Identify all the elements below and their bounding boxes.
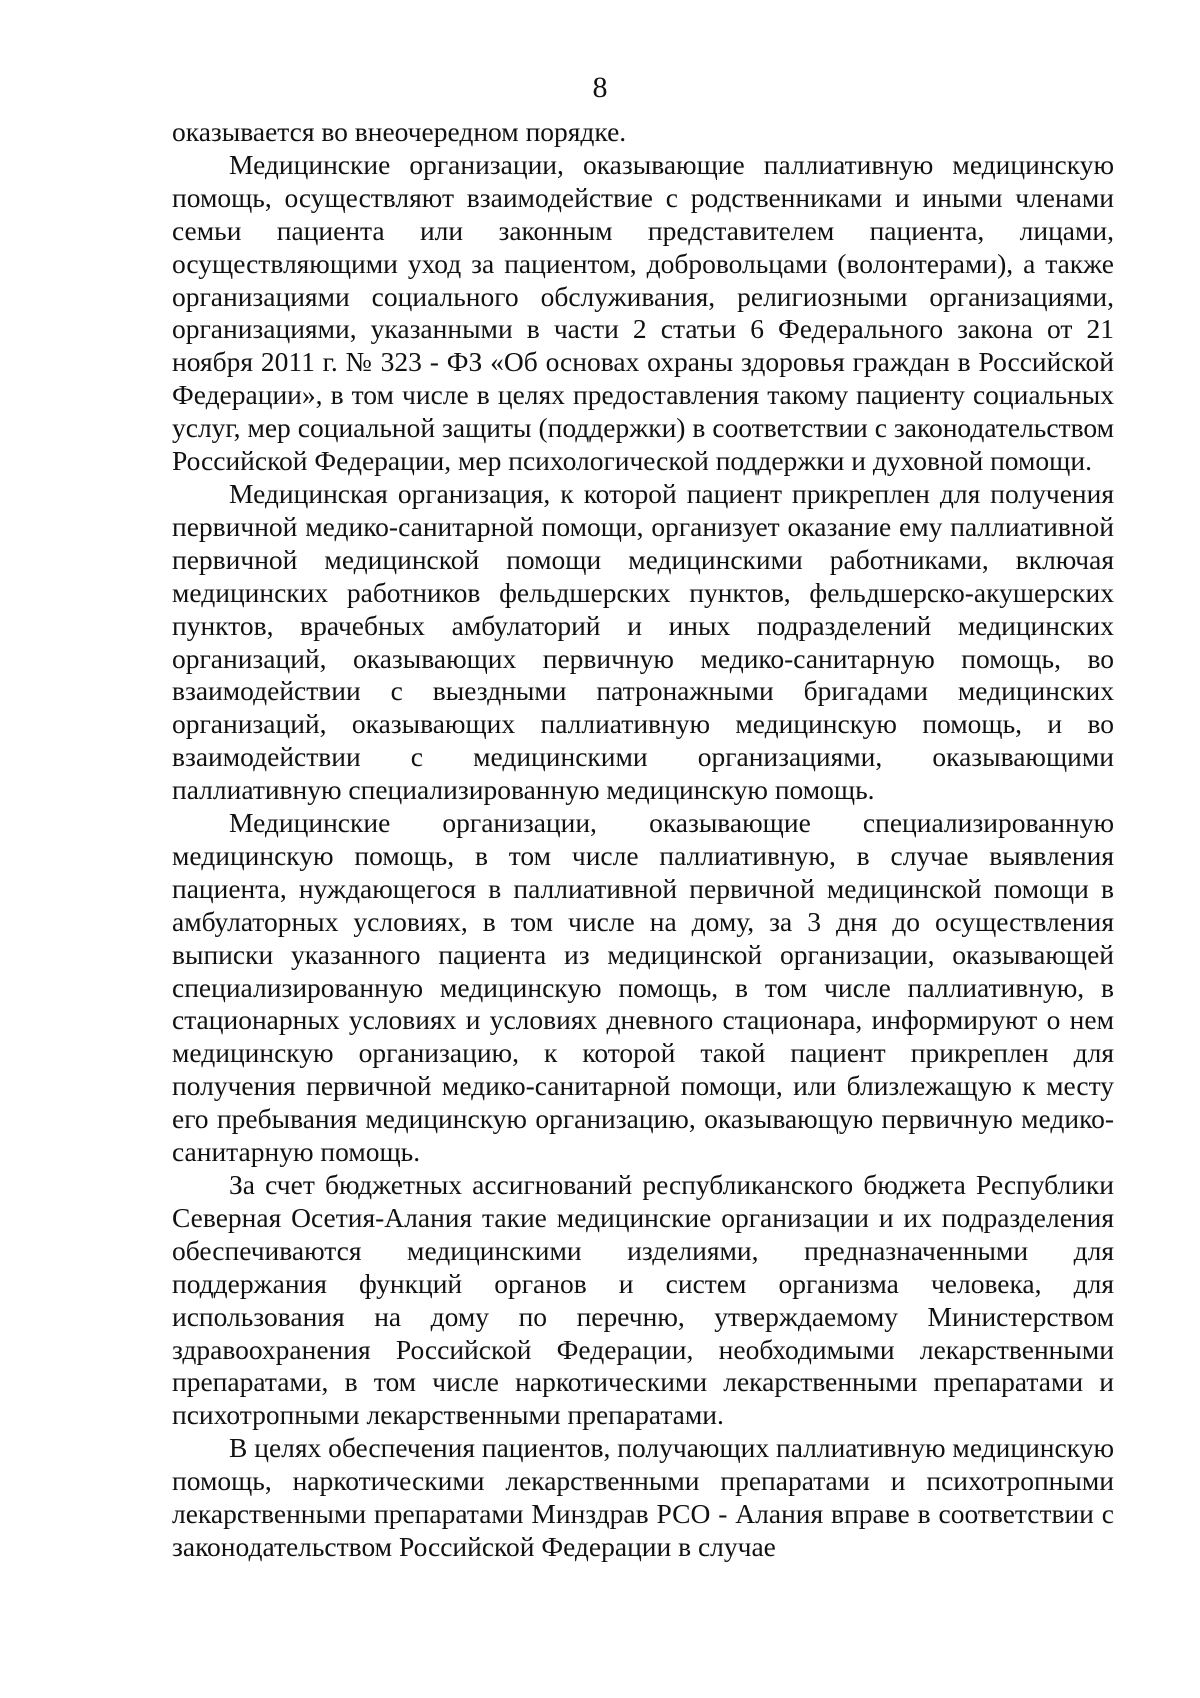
page-number: 8 — [592, 71, 608, 104]
document-body — [172, 116, 1114, 1564]
paragraph-primary-care-organization: Медицинская организация, к которой пациент прикреплен для получения первичной медико-санитарной помощи, организует оказание ему паллиативной первичной медицинской помощи медицинскими работниками, включая медицинских работников фельдшерских пунктов, фельдшерско-акушерских пунктов, врачебных амбулаторий и иных подразделений медицинских организаций, оказывающих первичную медико-санитарную помощь, во взаимодействии с выездными патронажными бригадами медицинских организаций, оказывающих паллиативную медицинскую помощь, и во взаимодействии с медицинскими организациями, оказывающими паллиативную специализированную медицинскую помощь. — [172, 477, 1114, 806]
paragraph-specialized-care-notification: Медицинские организации, оказывающие специализированную медицинскую помощь, в том числе паллиативную, в случае выявления пациента, нуждающегося в паллиативной первичной медицинской помощи в амбулаторных условиях, в том числе на дому, за 3 дня до осуществления выписки указанного пациента из медицинской организации, оказывающей специализированную медицинскую помощь, в том числе паллиативную, в стационарных условиях и условиях дневного стационара, информируют о нем медицинскую организацию, к которой такой пациент прикреплен для получения первичной медико-санитарной помощи, или близлежащую к месту его пребывания медицинскую организацию, оказывающую первичную медико-санитарную помощь. — [172, 807, 1114, 1168]
paragraph-narcotic-provision: В целях обеспечения пациентов, получающих паллиативную медицинскую помощь, наркотическими лекарственными препаратами и психотропными лекарственными препаратами Минздрав РСО - Алания вправе в соответствии с законодательством Российской Федерации в случае — [172, 1432, 1114, 1562]
paragraph-continuation: оказывается во внеочередном порядке. — [172, 116, 627, 147]
paragraph-budget-funding: За счет бюджетных ассигнований республиканского бюджета Республики Северная Осетия-Алания такие медицинские организации и их подразделения обеспечиваются медицинскими изделиями, предназначенными для поддержания функций органов и систем организма человека, для использования на дому по перечню, утверждаемому Министерством здравоохранения Российской Федерации, необходимыми лекарственными препаратами, в том числе наркотическими лекарственными препаратами и психотропными лекарственными препаратами. — [172, 1169, 1114, 1431]
paragraph-interaction-with-relatives: Медицинские организации, оказывающие паллиативную медицинскую помощь, осуществляют взаимодействие с родственниками и иными членами семьи пациента или законным представителем пациента, лицами, осуществляющими уход за пациентом, добровольцами (волонтерами), а также организациями социального обслуживания, религиозными организациями, организациями, указанными в части 2 статьи 6 Федерального закона от 21 ноября 2011 г. № 323 - ФЗ «Об основах охраны здоровья граждан в Российской Федерации», в том числе в целях предоставления такому пациенту социальных услуг, мер социальной защиты (поддержки) в соответствии с законодательством Российской Федерации, мер психологической поддержки и духовной помощи. — [172, 148, 1114, 477]
